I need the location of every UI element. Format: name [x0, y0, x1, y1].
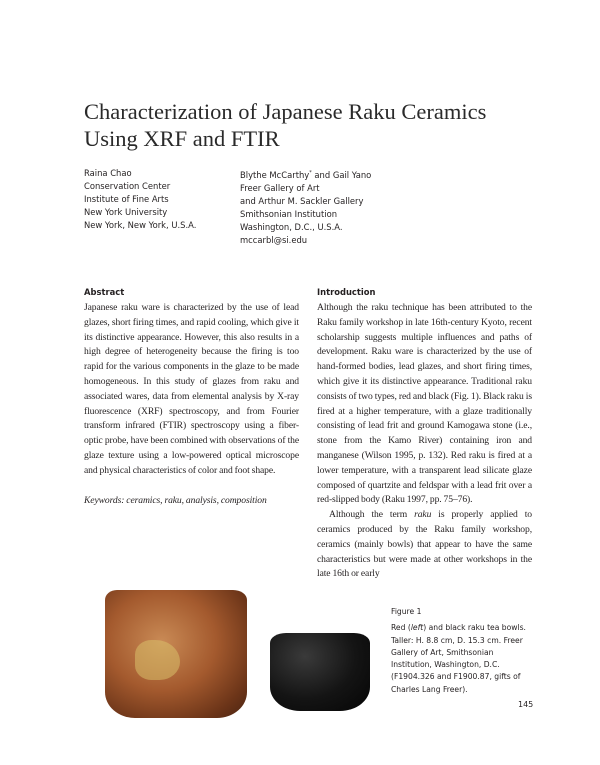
abstract-section — [84, 286, 299, 508]
author-name: and Gail Yano — [311, 169, 372, 180]
text: is properly applied to ceramics produced by the Raku family workshop, ceramics (mainly bowls) that appear to have the same characteristics but were made at other workshops in the late 16th or early — [317, 509, 532, 580]
title-line: Using XRF and FTIR — [84, 126, 280, 151]
introduction-heading: Introduction — [317, 287, 376, 297]
affiliation-line: New York University — [84, 207, 168, 217]
keywords: Keywords: ceramics, raku, analysis, composition — [84, 494, 267, 506]
paper-title — [84, 98, 544, 152]
caption-text — [391, 622, 536, 696]
figure-caption — [391, 606, 536, 696]
author-name: Raina Chao — [84, 168, 132, 178]
text: raku — [414, 509, 432, 521]
introduction-paragraph — [317, 508, 532, 582]
text: left — [410, 623, 424, 633]
affiliation-line: Conservation Center — [84, 181, 171, 191]
page-number: 145 — [518, 700, 534, 709]
author-block-left — [84, 167, 196, 232]
author-names — [240, 167, 371, 182]
introduction-paragraph: Although the raku technique has been attributed to the Raku family workshop in late 16th-century Kyoto, recent scholarship suggests multiple influences and paths of development. Raku ware is characterized by the use of hand-formed bodies, lead glazes, and short firing times, which give it its distinctive appearance. Traditional raku consists of two types, red and black (Fig. 1). Black raku is fired at a higher temperature, with a glaze traditionally consisting of lead frit and ground Kamogawa stone (i.e., stone from the Kamo River) containing iron and manganese (Wilson 1995, p. 132). Red raku is fired at a lower temperature, with a transparent lead silicate glaze composed of quartzite and feldspar with a lead frit over a red-slipped body (Raku 1997, pp. 75–76). — [317, 302, 532, 506]
introduction-section — [317, 286, 532, 582]
author-name: Blythe McCarthy — [240, 169, 310, 180]
black-raku-bowl-image — [270, 633, 370, 711]
affiliation-line: Washington, D.C., U.S.A. — [240, 221, 343, 232]
red-raku-bowl-image — [105, 590, 247, 718]
affiliation-line: and Arthur M. Sackler Gallery — [240, 195, 364, 206]
corresponding-mark: * — [309, 170, 312, 176]
abstract-heading: Abstract — [84, 287, 125, 297]
affiliation-line: Institute of Fine Arts — [84, 194, 169, 204]
figure-label: Figure 1 — [391, 607, 422, 616]
author-email[interactable]: mccarbl@si.edu — [240, 234, 308, 245]
text: Although the term — [329, 509, 415, 521]
abstract-body: Japanese raku ware is characterized by the use of lead glazes, short firing times, and rapid cooling, which give it its distinctive appearance. However, this also results in a high degree of heterogeneity because the firing is too rapid for the various components in the glaze to be made homogeneous. In this study of glazes from raku and associated wares, data from elemental analysis by X-ray fluorescence (XRF) spectroscopy, and from Fourier transform infrared (FTIR) spectroscopy using a fiber-optic probe, have been combined with observations of the glaze texture using a low-powered optical microscope and physical characteristics of color and foot shape. — [84, 302, 299, 476]
author-block-right — [240, 167, 371, 247]
affiliation-line: New York, New York, U.S.A. — [84, 220, 197, 230]
title-line: Characterization of Japanese Raku Ceramics — [84, 99, 487, 124]
text: ) and black raku tea bowls. Taller: H. 8.8 cm, D. 15.3 cm. Freer Gallery of Art, Smithsonian Institution, Washington, D.C. (F1904.326 and F1900.87, gifts of Charles Lang Freer). — [391, 623, 526, 694]
affiliation-line: Smithsonian Institution — [240, 208, 338, 219]
affiliation-line: Freer Gallery of Art — [240, 182, 320, 193]
figure-image — [105, 588, 375, 723]
text: Red ( — [391, 623, 411, 633]
